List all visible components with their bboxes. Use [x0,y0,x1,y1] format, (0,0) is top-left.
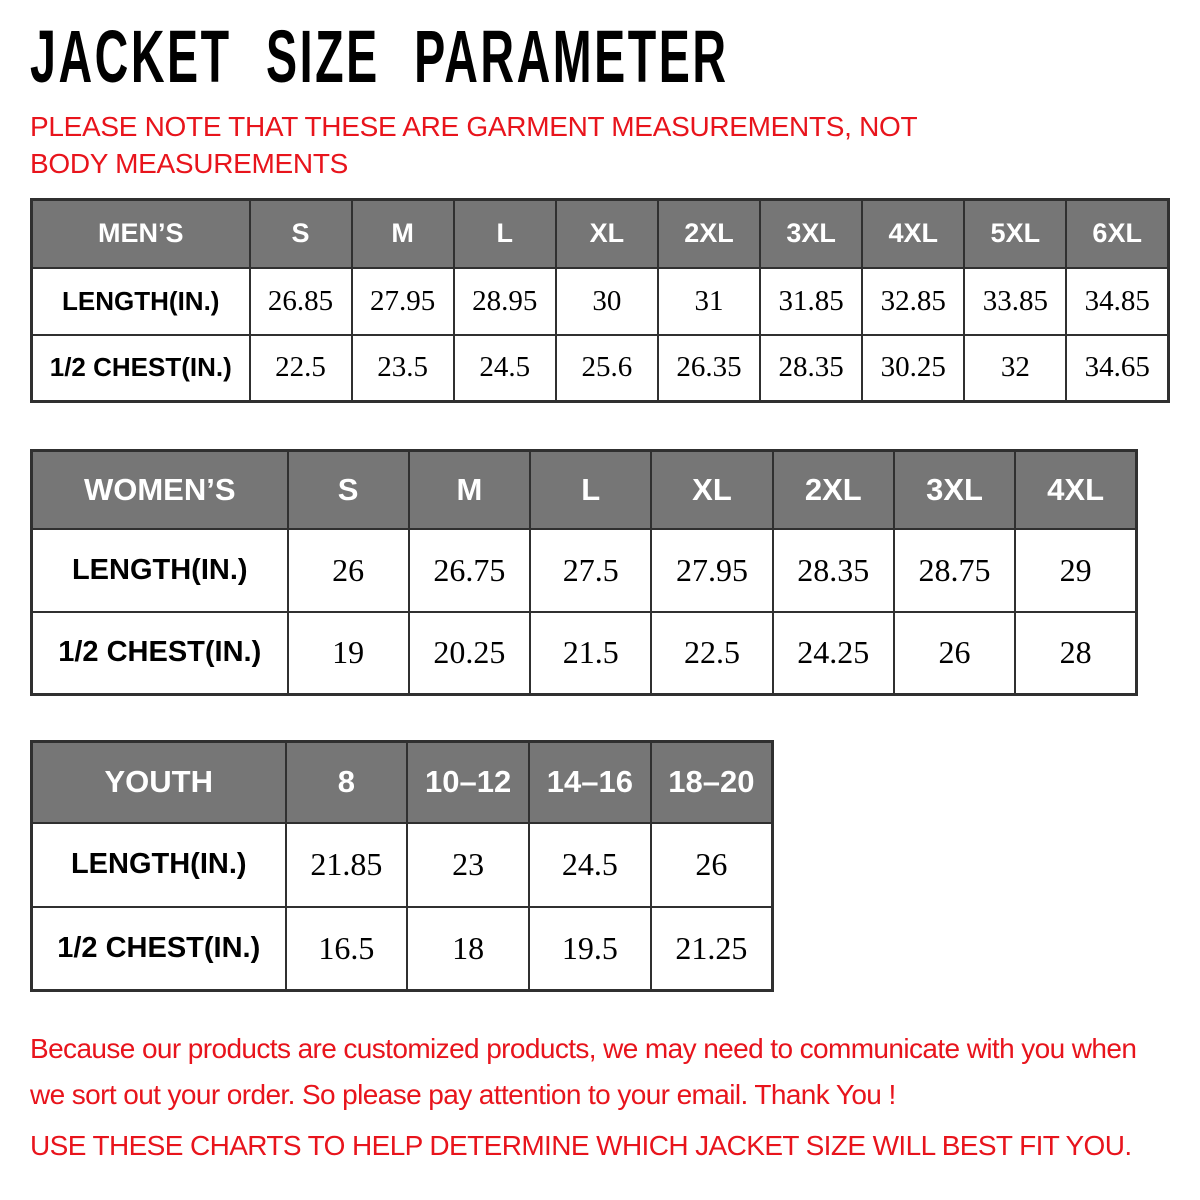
measurement-value-cell: 23 [407,823,529,907]
size-column-header: 3XL [760,200,862,268]
measurement-value-cell: 22.5 [651,612,772,695]
measurement-value-cell: 27.5 [530,529,651,612]
measurement-value-cell: 24.5 [454,335,556,402]
garment-measurement-note: PLEASE NOTE THAT THESE ARE GARMENT MEASUREMENTS, NOT BODY MEASUREMENTS [30,111,917,179]
measurement-value-cell: 19 [288,612,409,695]
measurement-value-cell: 28.35 [773,529,894,612]
size-column-header: XL [556,200,658,268]
chart-usage-advice: USE THESE CHARTS TO HELP DETERMINE WHICH JACKET SIZE WILL BEST FIT YOU. [30,1130,1132,1161]
mens-size-table [30,198,1170,403]
size-header-row [32,200,1169,268]
measurement-row [32,612,1137,695]
page-title: JACKET SIZE PARAMETER [30,15,729,98]
size-column-header: M [409,451,530,529]
size-column-header: 18–20 [651,742,773,823]
measurement-row [32,907,773,991]
measurement-value-cell: 28.75 [894,529,1015,612]
measurement-value-cell: 32 [964,335,1066,402]
measurement-value-cell: 23.5 [352,335,454,402]
measurement-value-cell: 28.95 [454,268,556,335]
measurement-value-cell: 21.85 [286,823,408,907]
measurement-value-cell: 24.5 [529,823,651,907]
measurement-value-cell: 28.35 [760,335,862,402]
measurement-row [32,529,1137,612]
measurement-value-cell: 34.65 [1066,335,1168,402]
size-column-header: 4XL [862,200,964,268]
measurement-value-cell: 27.95 [352,268,454,335]
measurement-value-cell: 32.85 [862,268,964,335]
size-column-header: S [250,200,352,268]
size-table [30,449,1138,696]
size-column-header: 5XL [964,200,1066,268]
measurement-value-cell: 25.6 [556,335,658,402]
measurement-value-cell: 21.5 [530,612,651,695]
measurement-value-cell: 33.85 [964,268,1066,335]
size-column-header: 3XL [894,451,1015,529]
group-header-cell: MEN’S [32,200,250,268]
size-column-header: L [530,451,651,529]
measurement-value-cell: 19.5 [529,907,651,991]
size-column-header: L [454,200,556,268]
measurement-value-cell: 16.5 [286,907,408,991]
size-column-header: 2XL [658,200,760,268]
row-label-cell: LENGTH(IN.) [32,268,250,335]
size-column-header: 6XL [1066,200,1168,268]
measurement-row [32,823,773,907]
measurement-value-cell: 30 [556,268,658,335]
measurement-value-cell: 24.25 [773,612,894,695]
youth-size-table [30,740,774,992]
size-table [30,198,1170,403]
measurement-value-cell: 22.5 [250,335,352,402]
womens-size-table [30,449,1138,696]
size-column-header: 10–12 [407,742,529,823]
row-label-cell: LENGTH(IN.) [32,823,286,907]
measurement-value-cell: 20.25 [409,612,530,695]
measurement-row [32,268,1169,335]
measurement-value-cell: 31 [658,268,760,335]
size-column-header: 8 [286,742,408,823]
size-column-header: 2XL [773,451,894,529]
measurement-value-cell: 26 [894,612,1015,695]
row-label-cell: LENGTH(IN.) [32,529,288,612]
measurement-value-cell: 21.25 [651,907,773,991]
measurement-row [32,335,1169,402]
customization-notice: Because our products are customized products, we may need to communicate with you when we sort out your order. So please pay attention to your email. Thank You ! [30,1033,1137,1110]
measurement-value-cell: 28 [1015,612,1136,695]
size-column-header: XL [651,451,772,529]
measurement-value-cell: 26.35 [658,335,760,402]
row-label-cell: 1/2 CHEST(IN.) [32,612,288,695]
measurement-value-cell: 26.85 [250,268,352,335]
row-label-cell: 1/2 CHEST(IN.) [32,335,250,402]
size-column-header: M [352,200,454,268]
size-header-row [32,742,773,823]
group-header-cell: WOMEN’S [32,451,288,529]
measurement-value-cell: 29 [1015,529,1136,612]
group-header-cell: YOUTH [32,742,286,823]
measurement-value-cell: 30.25 [862,335,964,402]
measurement-value-cell: 34.85 [1066,268,1168,335]
row-label-cell: 1/2 CHEST(IN.) [32,907,286,991]
measurement-value-cell: 26 [288,529,409,612]
size-column-header: 14–16 [529,742,651,823]
measurement-value-cell: 27.95 [651,529,772,612]
measurement-value-cell: 18 [407,907,529,991]
measurement-value-cell: 31.85 [760,268,862,335]
measurement-value-cell: 26 [651,823,773,907]
measurement-value-cell: 26.75 [409,529,530,612]
size-table [30,740,774,992]
size-header-row [32,451,1137,529]
size-column-header: S [288,451,409,529]
size-column-header: 4XL [1015,451,1136,529]
